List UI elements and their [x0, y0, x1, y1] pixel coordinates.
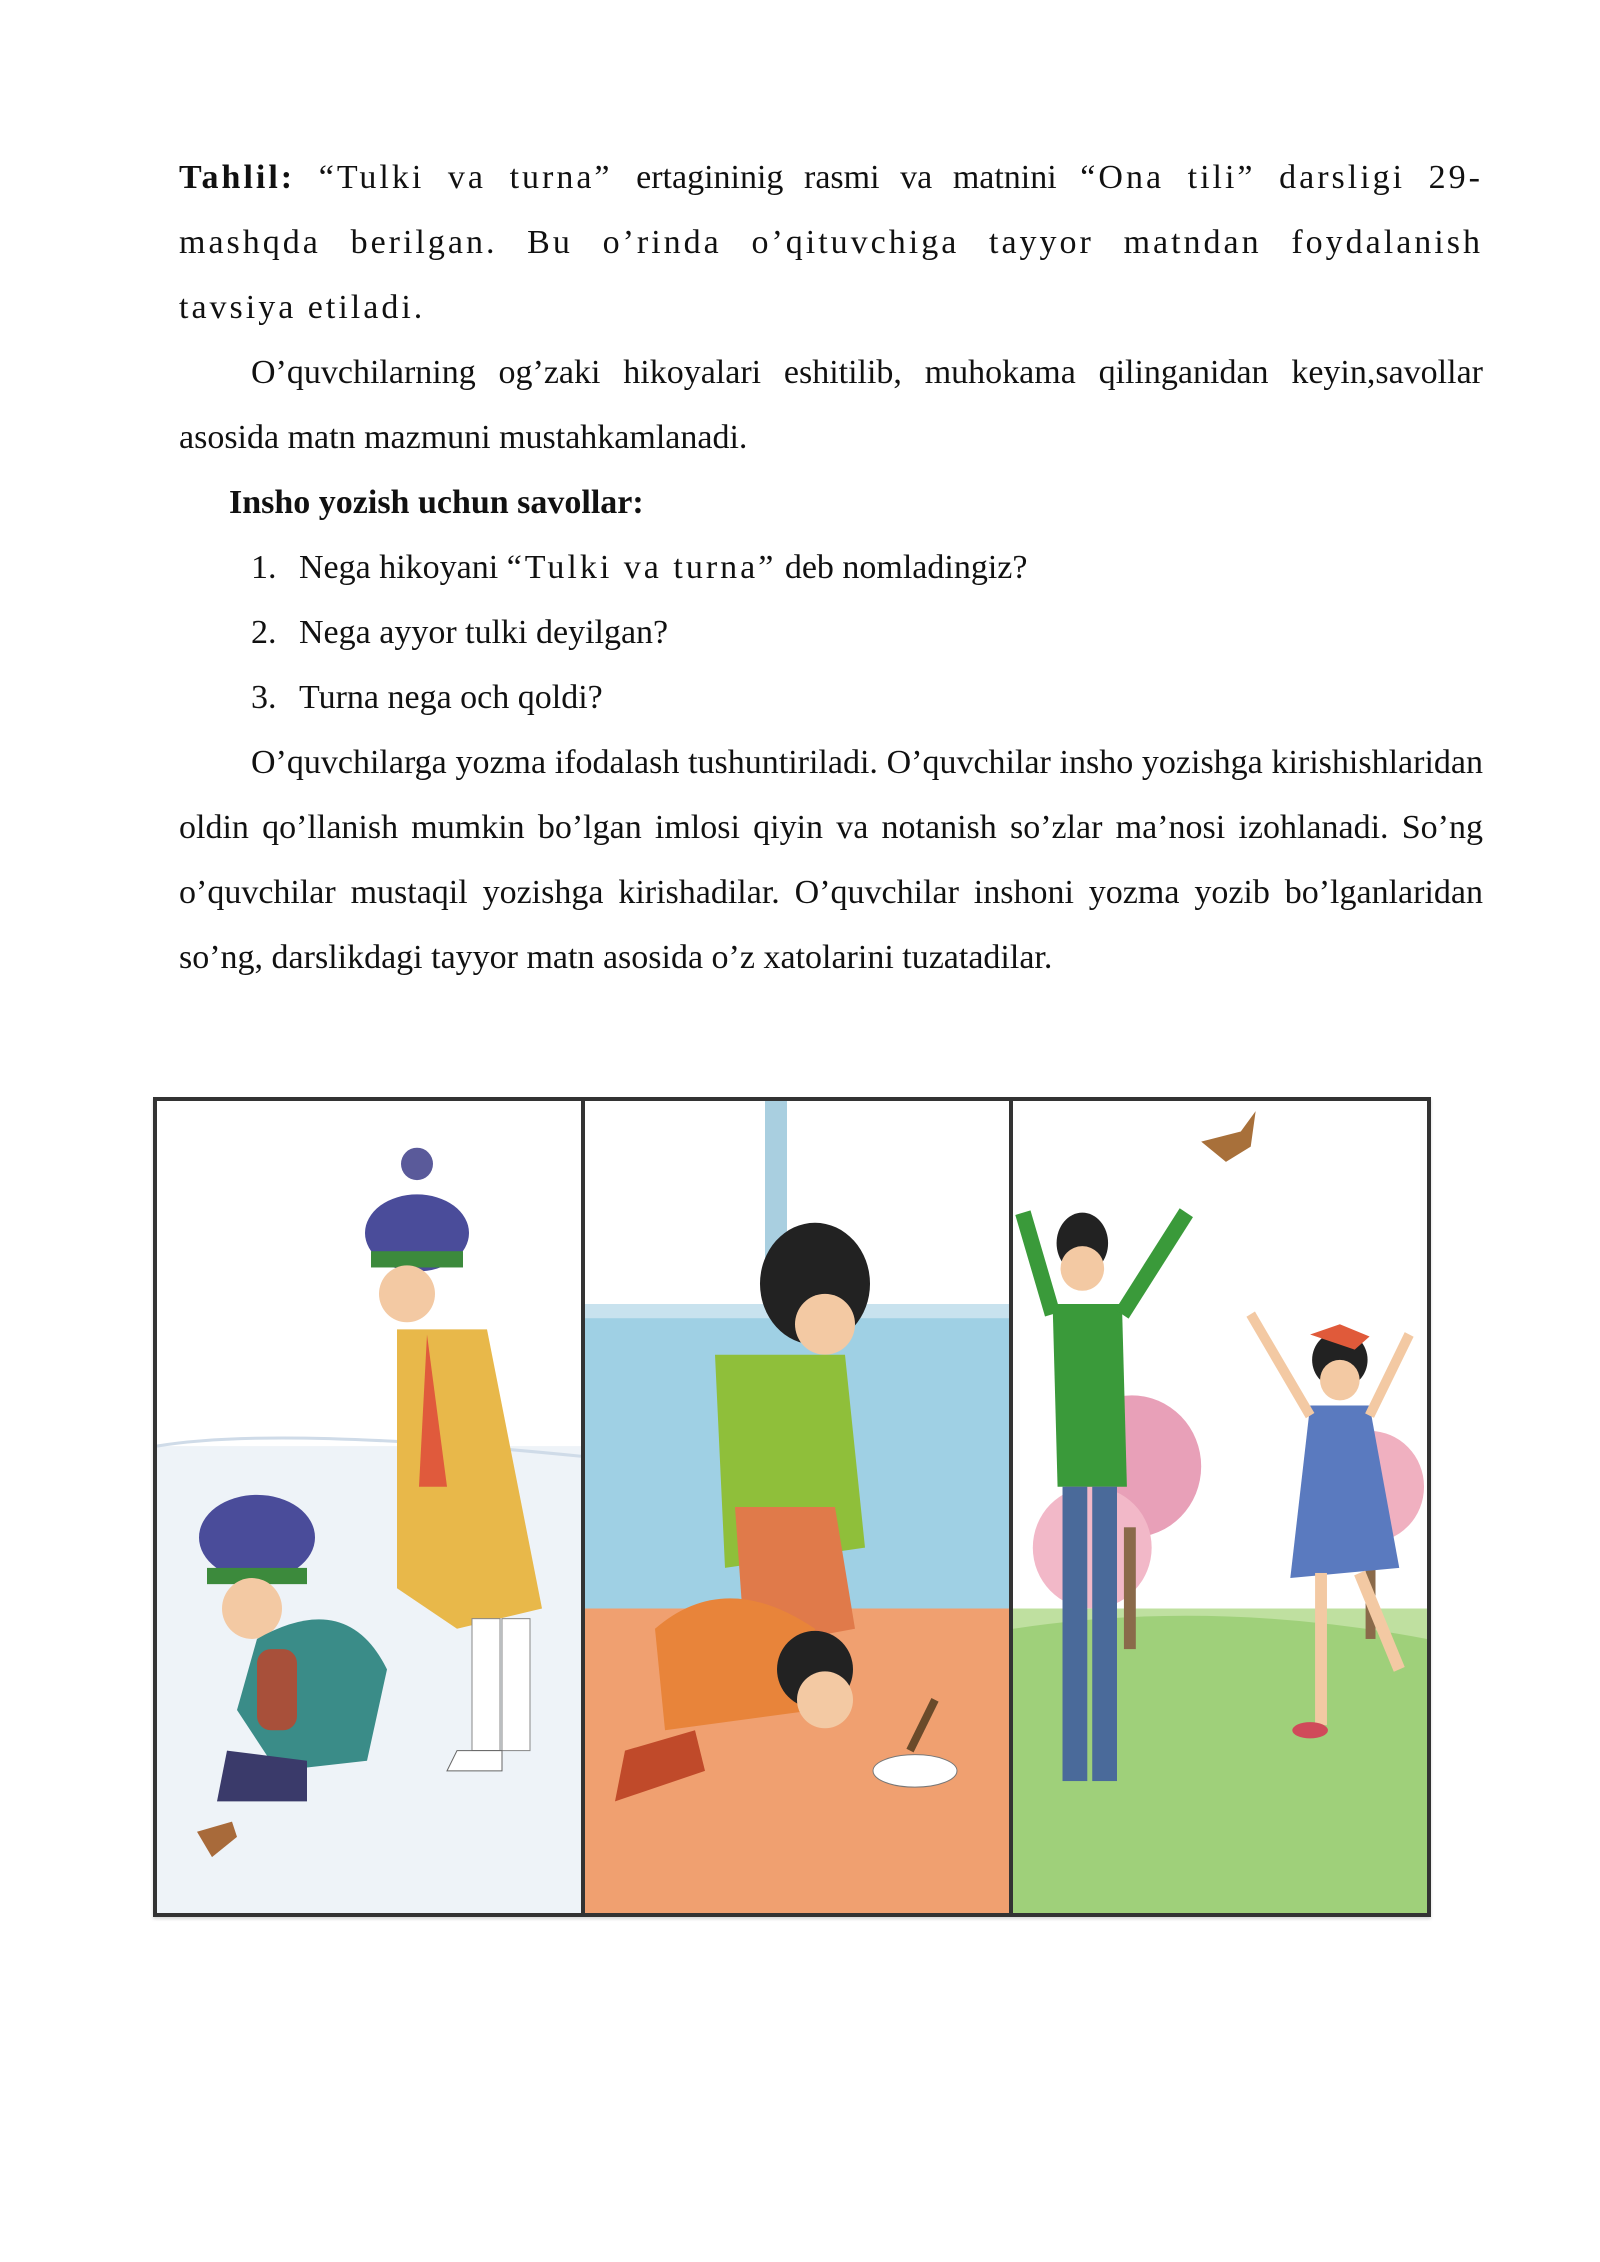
textbook-title-quote: “Ona tili”: [1080, 159, 1256, 196]
list-item: [251, 665, 1483, 730]
questions-list: [179, 535, 1483, 730]
questions-heading: Insho yozish uchun savollar:: [229, 484, 644, 521]
analysis-label: Tahlil:: [179, 159, 296, 196]
illustration-panel-indoor: [581, 1101, 1009, 1913]
illustration-panel-winter: [157, 1101, 581, 1913]
paragraph-text: darsligi 29-mashqda berilgan. Bu o’rinda o’qituvchiga tayyor matndan foydalanish tavsiya etiladi.: [179, 159, 1484, 326]
story-title-quote: “Tulki va turna”: [318, 159, 613, 196]
paragraph-text: ertagininig rasmi va matnini: [636, 159, 1057, 196]
paragraph-discussion: O’quvchilarning og’zaki hikoyalari eshitilib, muhokama qilinganidan keyin,savollar asosida matn mazmuni mustahkamlanadi.: [179, 354, 1483, 456]
list-number: 1.: [251, 549, 277, 586]
list-item: [251, 535, 1483, 600]
text-block: [179, 145, 1483, 990]
question-text: deb nomladingiz?: [784, 549, 1028, 586]
question-text: Turna nega och qoldi?: [299, 679, 603, 716]
question-text: Nega hikoyani: [299, 549, 499, 586]
list-number: 3.: [251, 679, 277, 716]
indoor-scene-image: [585, 1101, 1009, 1913]
list-item: [251, 600, 1483, 665]
illustration-figure: [153, 1097, 1431, 1917]
paragraph-writing: O’quvchilarga yozma ifodalash tushuntiriladi. O’quvchilar insho yozishga kirishishlaridan oldin qo’llanish mumkin bo’lgan imlosi qiyin va notanish so’zlar ma’nosi izohlanadi. So’ng o’quvchilar mustaqil yozishga kirishadilar. O’quvchilar inshoni yozma yozib bo’lganlaridan so’ng, darslikdagi tayyor matn asosida o’z xatolarini tuzatadilar.: [179, 744, 1483, 976]
illustration-panel-spring: [1009, 1101, 1427, 1913]
story-title-quote: “Tulki va turna”: [506, 549, 777, 586]
spring-scene-image: [1013, 1101, 1427, 1913]
question-text: Nega ayyor tulki deyilgan?: [299, 614, 669, 651]
winter-scene-image: [157, 1101, 581, 1913]
paragraph-analysis: [179, 145, 1483, 340]
list-number: 2.: [251, 614, 277, 651]
